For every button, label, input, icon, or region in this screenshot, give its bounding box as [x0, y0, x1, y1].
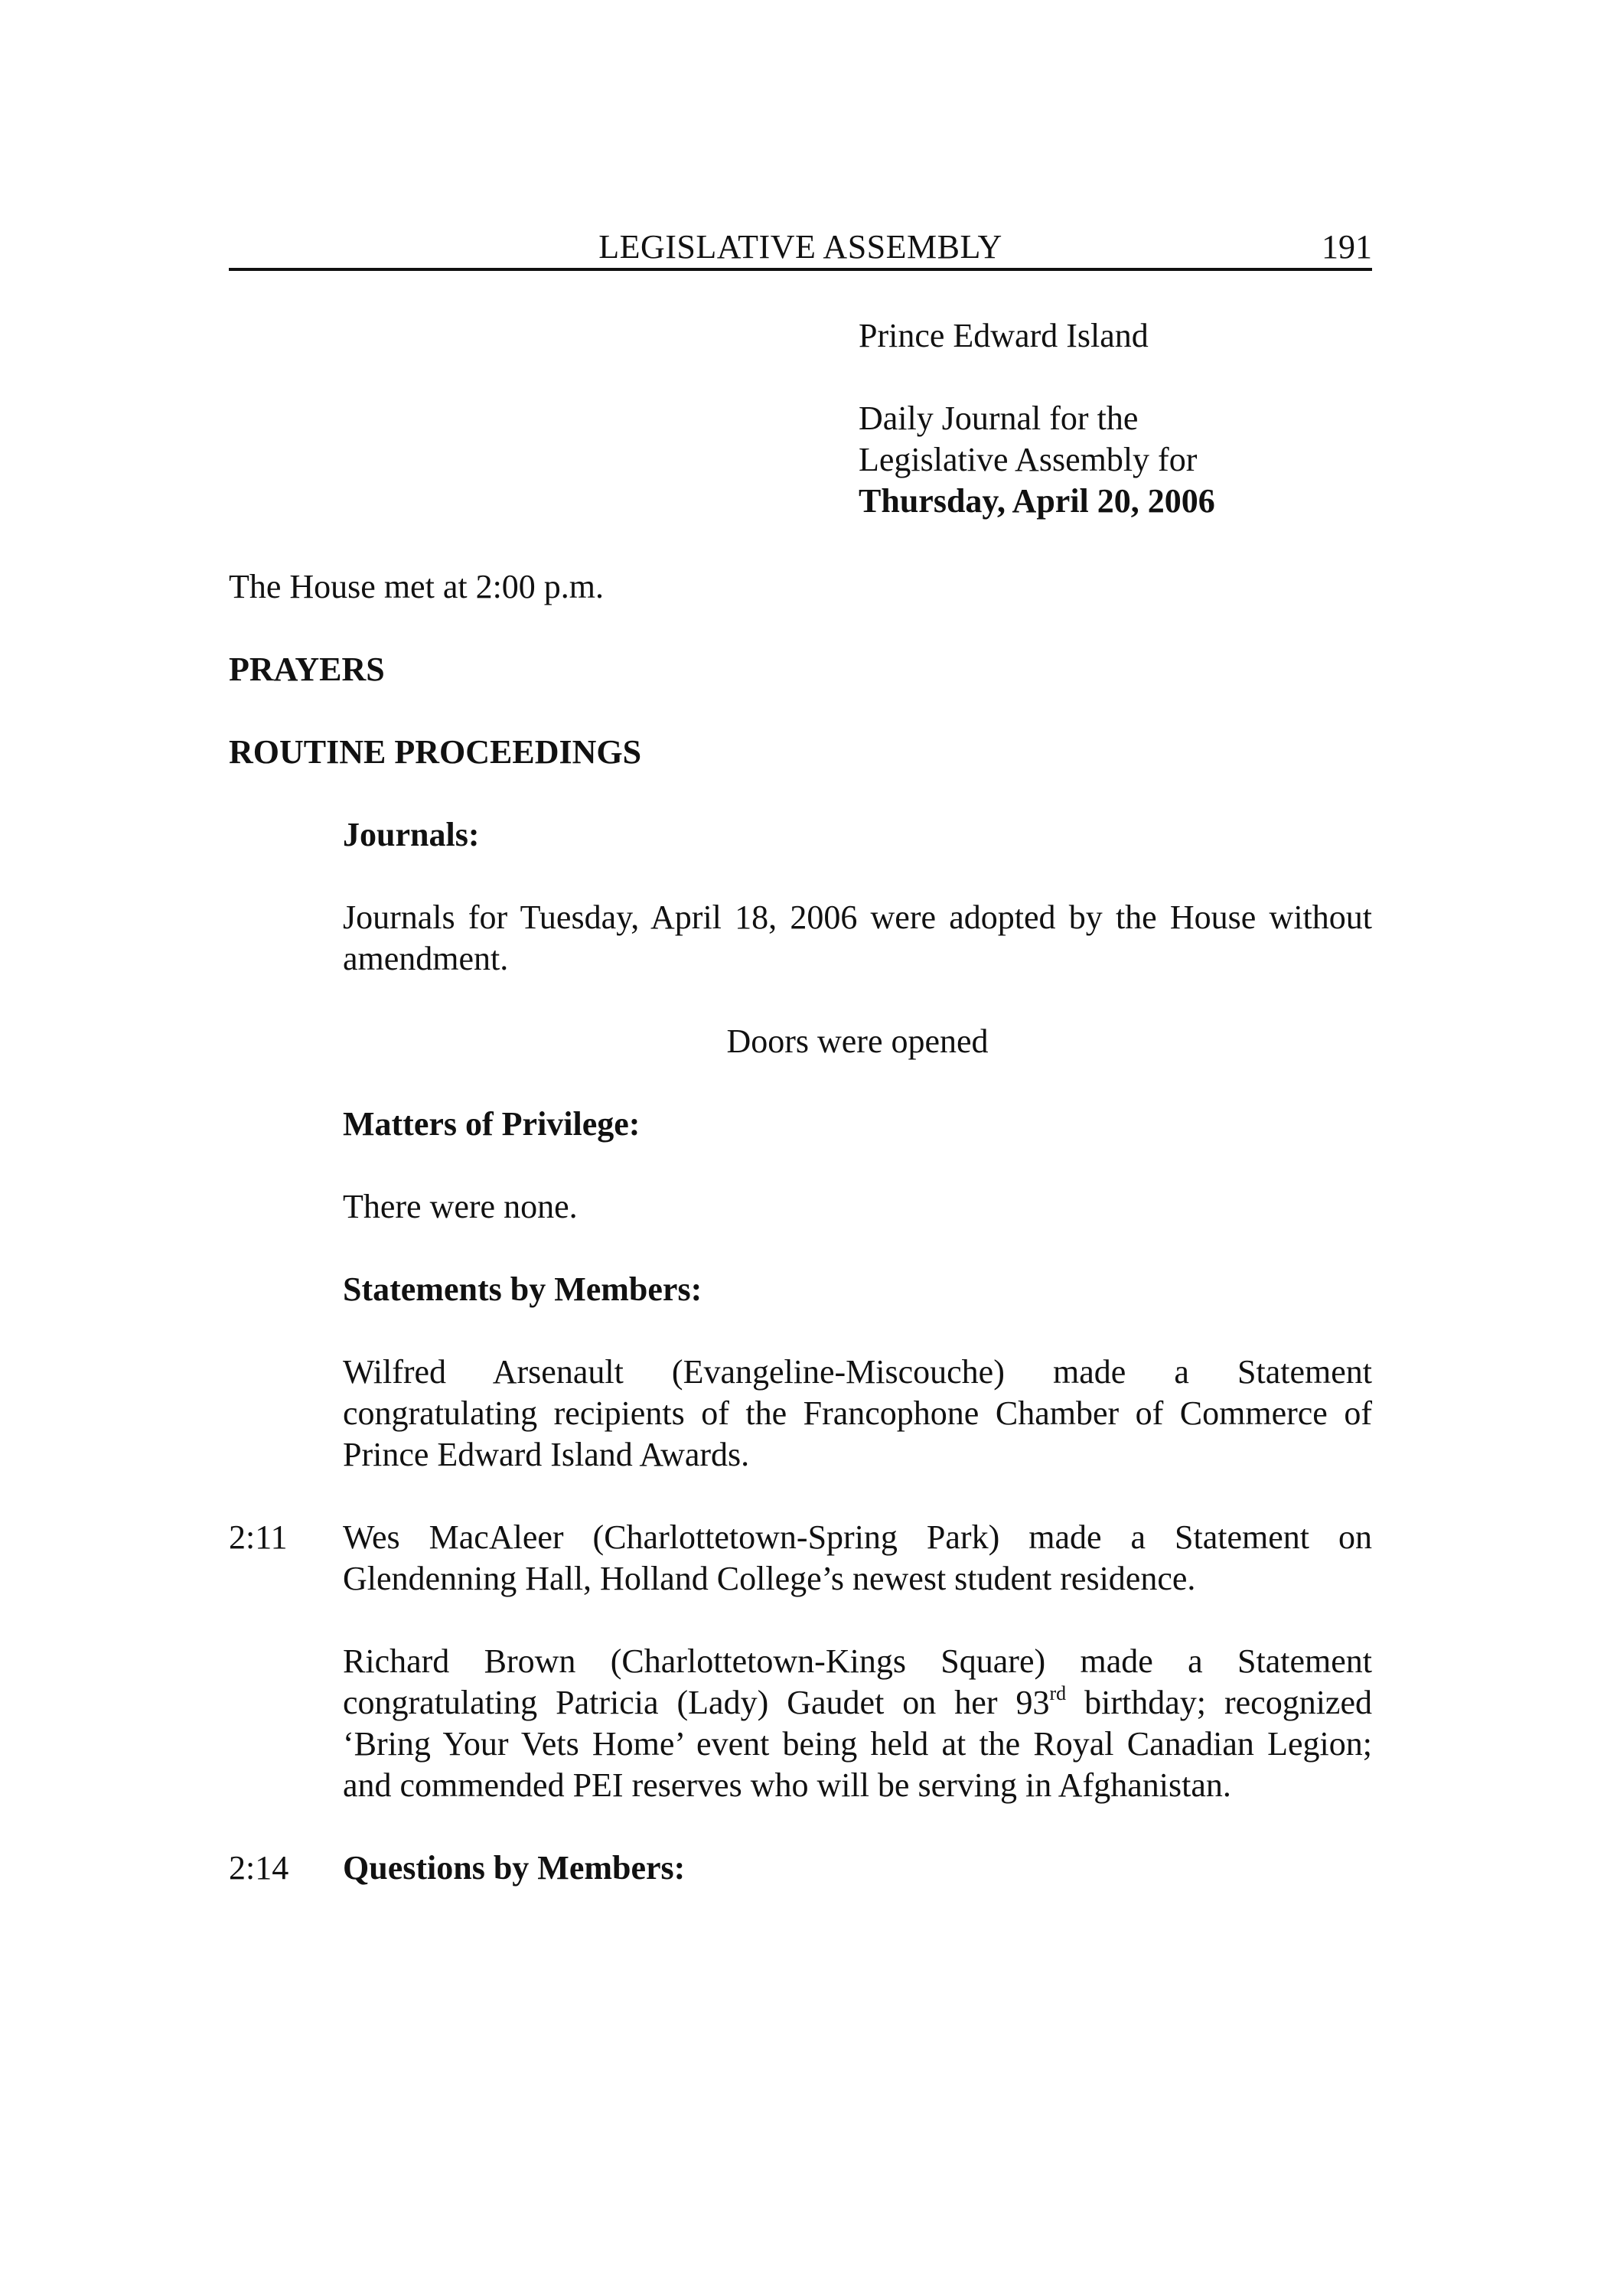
time-stamp: 2:14	[229, 1849, 289, 1887]
statement-brown-part-1: Richard Brown (Charlottetown-Kings Square) made a Statement congratulating Patricia (Lady) Gaudet on her 93	[343, 1642, 1372, 1721]
doors-opened: Doors were opened	[726, 1022, 989, 1060]
heading-questions: Questions by Members:	[343, 1849, 686, 1887]
page-number: 191	[1322, 228, 1372, 266]
statement-macaleer: Wes MacAleer (Charlottetown-Spring Park) made a Statement on Glendenning Hall, Holland College’s newest student residence.	[343, 1518, 1372, 1597]
privilege-text: There were none.	[343, 1188, 578, 1225]
page-header	[229, 227, 1372, 271]
header-title: LEGISLATIVE ASSEMBLY	[598, 228, 1002, 266]
heading-statements: Statements by Members:	[343, 1270, 702, 1308]
heading-prayers: PRAYERS	[229, 651, 385, 688]
province-name: Prince Edward Island	[859, 317, 1149, 354]
journal-line-2: Legislative Assembly for	[859, 441, 1198, 478]
time-stamp: 2:11	[229, 1518, 288, 1556]
statement-brown	[343, 1641, 1372, 1806]
heading-routine-proceedings: ROUTINE PROCEEDINGS	[229, 733, 642, 771]
ordinal-superscript: rd	[1049, 1682, 1067, 1704]
statement-brown-part-2: birthday; recognized ‘Bring Your Vets Home’ event being held at the Royal Canadian Legion; and commended PEI reserves who will be serving in Afghanistan.	[343, 1684, 1372, 1804]
heading-journals: Journals:	[343, 816, 480, 853]
opening-line: The House met at 2:00 p.m.	[229, 568, 605, 605]
journal-line-1: Daily Journal for the	[859, 400, 1139, 437]
heading-privilege: Matters of Privilege:	[343, 1105, 641, 1143]
journals-text: Journals for Tuesday, April 18, 2006 were adopted by the House without amendment.	[343, 899, 1372, 977]
journal-date: Thursday, April 20, 2006	[859, 482, 1215, 520]
statement-arsenault: Wilfred Arsenault (Evangeline-Miscouche) made a Statement congratulating recipients of the Francophone Chamber of Commerce of Prince Edward Island Awards.	[343, 1353, 1372, 1473]
masthead	[859, 315, 1394, 522]
